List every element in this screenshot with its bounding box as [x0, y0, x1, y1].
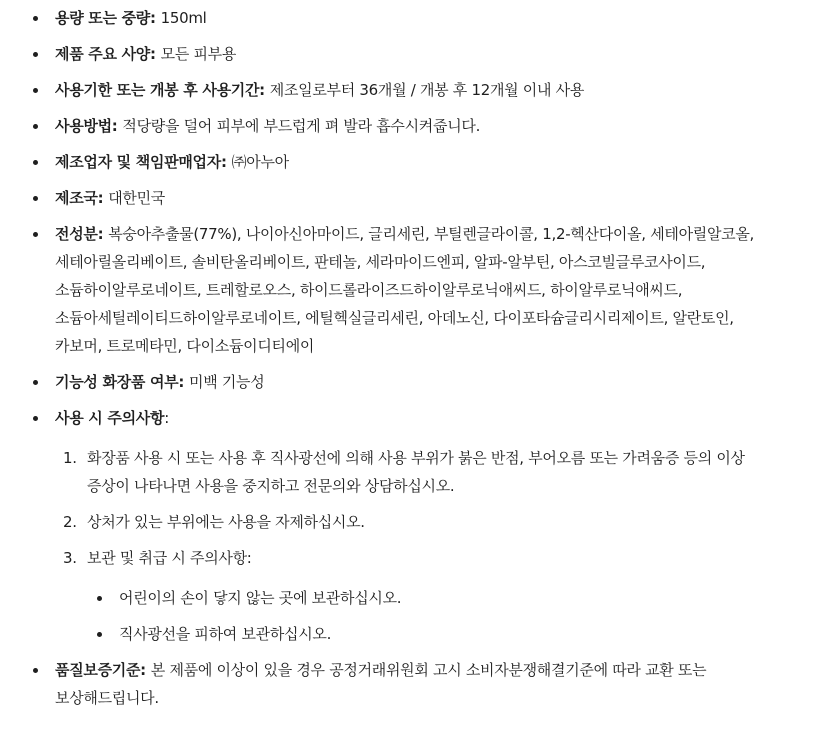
list-item-manufacturer [55, 148, 765, 176]
item-separator: : [97, 225, 109, 243]
list-item-functional [55, 368, 765, 396]
item-value: 대한민국 [108, 189, 165, 207]
item-key: 사용 시 주의사항 [55, 409, 165, 427]
item-value: 150ml [160, 9, 207, 27]
precaution-text: 화장품 사용 시 또는 사용 후 직사광선에 의해 사용 부위가 붉은 반점, 부어오름 또는 가려움증 등의 이상 증상이 나타나면 사용을 중지하고 전문의와 상담하십시오. [87, 449, 745, 495]
item-key: 제조국 [55, 189, 98, 207]
list-item-precautions [55, 404, 765, 648]
item-key: 사용기한 또는 개봉 후 사용기간 [55, 81, 260, 99]
precaution-item [63, 508, 765, 536]
precaution-number: 1. [63, 449, 77, 467]
precaution-text: 상처가 있는 부위에는 사용을 자제하십시오. [87, 513, 365, 531]
precaution-number: 3. [63, 549, 77, 567]
precautions-list [55, 444, 765, 648]
item-separator: : [150, 9, 161, 27]
precaution-number: 2. [63, 513, 77, 531]
precaution-text: 보관 및 취급 시 주의사항: [87, 549, 252, 567]
list-item-usage [55, 112, 765, 140]
item-value: 미백 기능성 [189, 373, 265, 391]
list-item-ingredients [55, 220, 765, 360]
storage-item: 어린이의 손이 닿지 않는 곳에 보관하십시오. [119, 584, 765, 612]
list-item-origin [55, 184, 765, 212]
list-item-volume [55, 4, 765, 32]
item-value: ㈜아누아 [231, 153, 289, 171]
item-key: 제품 주요 사양 [55, 45, 150, 63]
storage-list [87, 584, 765, 648]
item-value: 본 제품에 이상이 있을 경우 공정거래위원회 고시 소비자분쟁해결기준에 따라 교환 또는 보상해드립니다. [55, 661, 707, 707]
item-key: 용량 또는 중량 [55, 9, 150, 27]
item-separator: : [150, 45, 161, 63]
item-separator: : [178, 373, 189, 391]
item-separator: : [140, 661, 151, 679]
item-key: 제조업자 및 책임판매업자 [55, 153, 221, 171]
item-separator: : [220, 153, 232, 171]
item-key: 기능성 화장품 여부 [55, 373, 179, 391]
precaution-item [63, 444, 765, 500]
product-info-list [0, 4, 765, 712]
list-item-spec [55, 40, 765, 68]
item-separator: : [111, 117, 123, 135]
list-item-quality-guarantee [55, 656, 765, 712]
item-key: 품질보증기준 [55, 661, 141, 679]
item-separator: : [97, 189, 109, 207]
precaution-item [63, 544, 765, 648]
item-key: 전성분 [55, 225, 98, 243]
item-value: 복숭아추출물(77%), 나이아신아마이드, 글리세린, 부틸렌글라이콜, 1,2-헥산다이올, 세테아릴알코올, 세테아릴올리베이트, 솔비탄올리베이트, 판테놀, 세라마이드엔피, 알파-알부틴, 아스코빌글루코사이드, 소듐하이알루로네이트, 트레할로오스, 하이드롤라이즈드하이알루로닉애씨드, 하이알루로닉애씨드, 소듐아세틸레이티드하이알루로네이트, 에틸헥실글리세린, 아데노신, 다이포타슘글리시리제이트, 알란토인, 카보머, 트로메타민, 다이소듐이디티에이 [55, 225, 754, 355]
item-value: 제조일로부터 36개월 / 개봉 후 12개월 이내 사용 [269, 81, 585, 99]
item-value: 적당량을 덜어 피부에 부드럽게 펴 발라 흡수시켜줍니다. [122, 117, 481, 135]
item-key: 사용방법 [55, 117, 112, 135]
item-separator: : [259, 81, 270, 99]
list-item-expiry [55, 76, 765, 104]
item-value: 모든 피부용 [160, 45, 237, 63]
item-separator: : [164, 409, 169, 427]
storage-item: 직사광선을 피하여 보관하십시오. [119, 620, 765, 648]
